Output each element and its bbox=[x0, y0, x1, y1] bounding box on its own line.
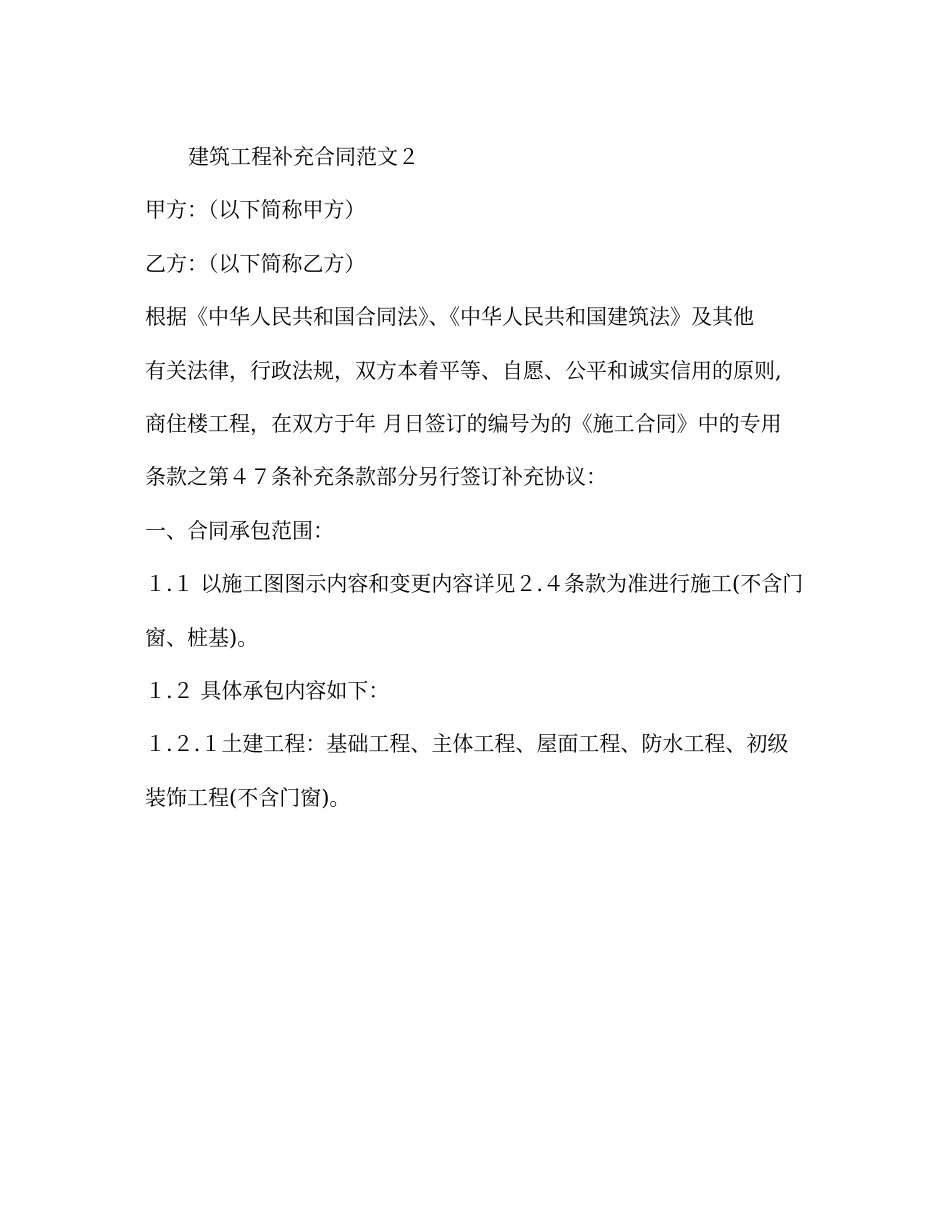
document-body bbox=[145, 141, 825, 835]
paragraph-line: 根据《中华人民共和国合同法》、《中华人民共和国建筑法》及其他 bbox=[145, 305, 754, 330]
clause-line: １.２.１土建工程：基础工程、主体工程、屋面工程、防水工程、初级 bbox=[145, 732, 789, 757]
paragraph-line: 条款之第４７条补充条款部分另行签订补充协议： bbox=[145, 465, 607, 490]
document-title: 建筑工程补充合同范文２ bbox=[188, 145, 419, 169]
section-heading: 一、合同承包范围： bbox=[145, 518, 334, 543]
party-a-line: 甲方：（以下简称甲方） bbox=[145, 198, 366, 223]
party-b-line: 乙方：（以下简称乙方） bbox=[145, 251, 366, 276]
clause-line: １.１ 以施工图图示内容和变更内容详见２.４条款为准进行施工(不含门 bbox=[145, 572, 804, 597]
clause-line: 装饰工程(不含门窗)。 bbox=[145, 785, 351, 810]
paragraph-line: 有关法律，行政法规，双方本着平等、自愿、公平和诚实信用的原则, bbox=[145, 358, 782, 383]
paragraph-line: 商住楼工程，在双方于年 月日签订的编号为的《施工合同》中的专用 bbox=[145, 411, 782, 436]
clause-line: １.２ 具体承包内容如下： bbox=[145, 678, 390, 703]
clause-line: 窗、桩基)。 bbox=[145, 625, 259, 650]
